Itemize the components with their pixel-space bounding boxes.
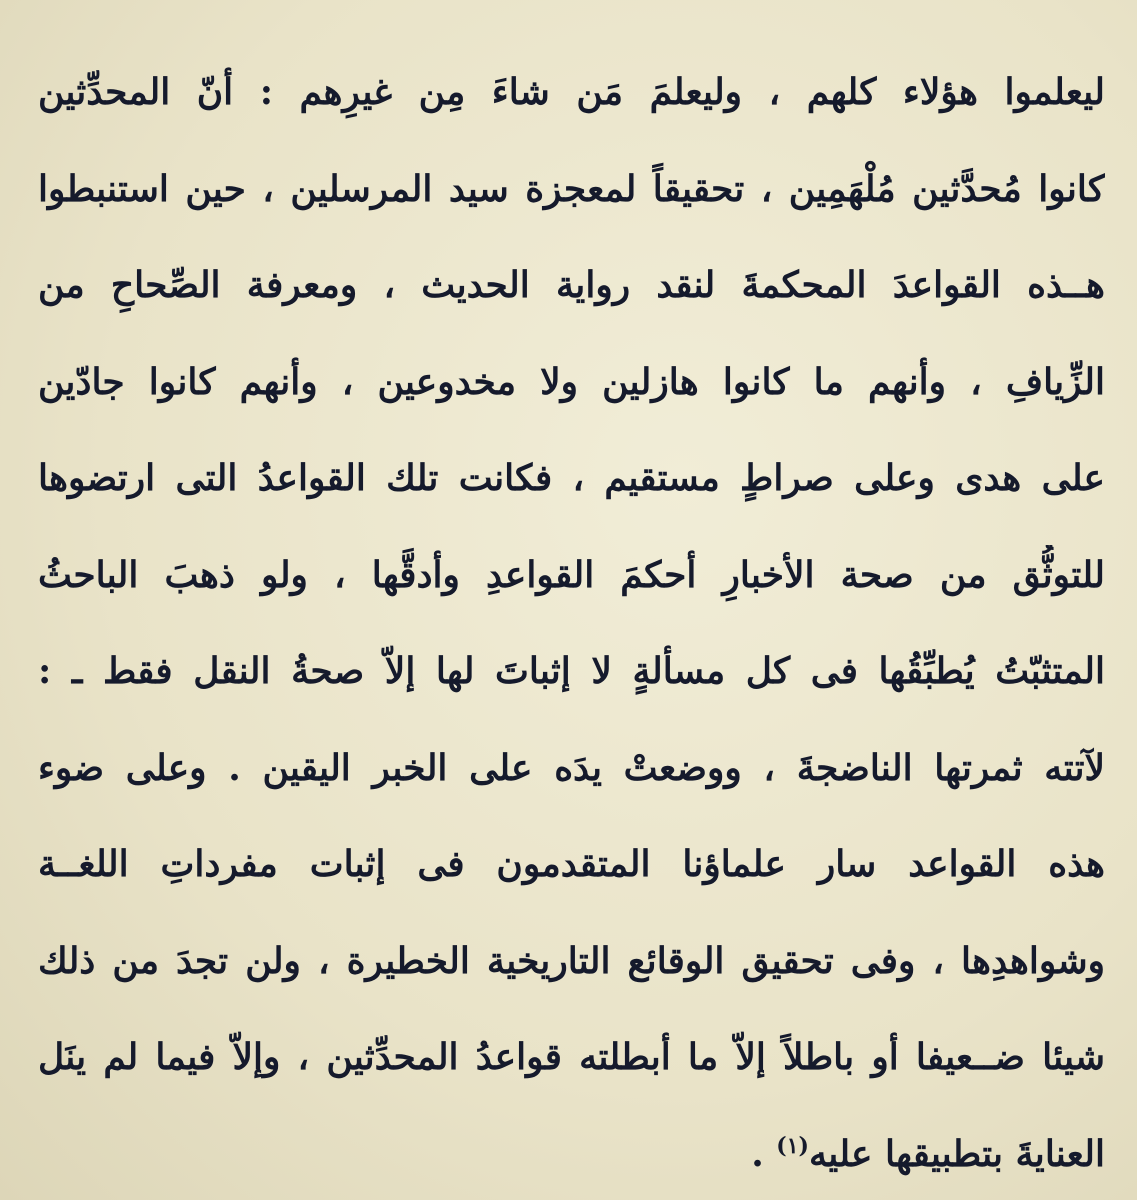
text-line: هــذه القواعدَ المحكمةَ لنقد رواية الحديث ، ومعرفة الصِّحاحِ من (38, 264, 1105, 306)
footnote-mark: (١) (776, 1132, 809, 1159)
text-line: لآتته ثمرتها الناضجةَ ، ووضعتْ يدَه على الخبر اليقين . وعلى ضوء (38, 746, 1105, 789)
text-line: كانوا مُحدَّثين مُلْهَمِين ، تحقيقاً لمعجزة سيد المرسلين ، حين استنبطوا (38, 167, 1105, 210)
text-line: المتثبّتُ يُطبِّقُها فى كل مسألةٍ لا إثباتَ لها إلاّ صحةُ النقل فقط ـ : (38, 650, 1105, 692)
text-line: ليعلموا هؤلاء كلهم ، وليعلمَ مَن شاءَ مِن غيرِهم : أنّ المحدِّثين (38, 71, 1105, 113)
last-text-line (38, 1124, 1105, 1200)
text-line: الزِّيافِ ، وأنهم ما كانوا هازلين ولا مخدوعين ، وأنهم كانوا جادّين (38, 360, 1105, 403)
text-line: شيئا ضــعيفا أو باطلاً إلاّ ما أبطلته قواعدُ المحدِّثين ، وإلاّ فيما لم ينَل (38, 1036, 1105, 1078)
final-period: . (751, 1132, 764, 1175)
text-line: على هدى وعلى صراطٍ مستقيم ، فكانت تلك القواعدُ التى ارتضوها (38, 457, 1105, 499)
arabic-paragraph (38, 62, 1105, 1200)
text-line: للتوثُّق من صحة الأخبارِ أحكمَ القواعدِ وأدقَّها ، ولو ذهبَ الباحثُ (38, 553, 1105, 596)
text-line: هذه القواعد سار علماؤنا المتقدمون فى إثبات مفرداتِ اللغــة (38, 843, 1105, 885)
text-line: وشواهدِها ، وفى تحقيق الوقائع التاريخية الخطيرة ، ولن تجدَ من ذلك (38, 939, 1105, 982)
last-line-text: العنايةَ بتطبيقها عليه (808, 1132, 1105, 1175)
